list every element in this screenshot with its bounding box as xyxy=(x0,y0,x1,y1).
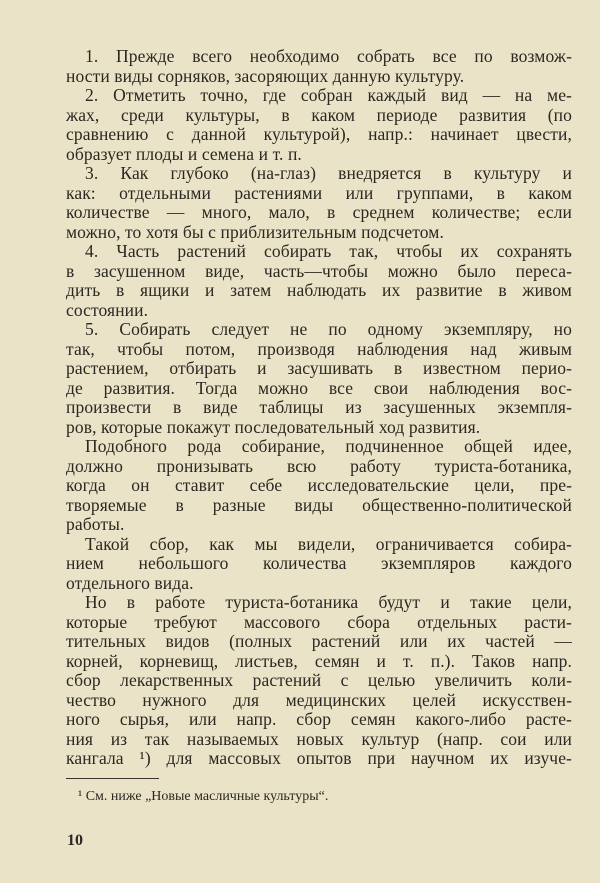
text-line: произвести в виде таблицы из засушенных экземпля- xyxy=(66,397,572,417)
text-line: 5. Собирать следует не по одному экземпляру, но xyxy=(85,319,572,339)
text-line: кангала ¹) для массовых опытов при научном их изуче- xyxy=(66,748,572,768)
paragraph xyxy=(66,437,572,535)
text-line: образует плоды и семена и т. п. xyxy=(66,143,302,164)
text-line: можно, то хотя бы с приблизительным подсчетом. xyxy=(66,221,444,242)
text-line: которые требуют массового сбора отдельных расти- xyxy=(66,611,572,632)
text-line: де развития. Тогда можно все свои наблюдения вос- xyxy=(66,377,572,398)
footnote-divider xyxy=(66,778,159,779)
text-line: должно пронизывать всю работу туриста-ботаника, xyxy=(66,455,572,476)
text-line: корней, корневищ, листьев, семян и т. п.). Таков напр. xyxy=(66,650,572,671)
text-line: когда он ставит себе исследовательские цели, пре- xyxy=(66,475,572,495)
text-line: 4. Часть растений собирать так, чтобы их сохранять xyxy=(85,241,572,261)
text-line: дить в ящики и затем наблюдать их развитие в живом xyxy=(66,280,572,300)
paragraph xyxy=(66,242,572,320)
paragraph xyxy=(66,320,572,437)
text-line: состоянии. xyxy=(66,299,149,320)
paragraph xyxy=(66,535,572,594)
paragraph xyxy=(66,47,572,86)
text-line: творяемые в разные виды общественно-политической xyxy=(66,494,572,515)
text-line: растением, отбирать и засушивать в известном перио- xyxy=(66,358,572,378)
text-line: отдельного вида. xyxy=(66,572,194,593)
footnote: ¹ См. ниже „Новые масличные культуры“. xyxy=(78,789,329,804)
text-line: сравнению с данной культурой), напр.: начинает цвести, xyxy=(66,124,572,144)
text-line: Такой сбор, как мы видели, ограничивается собира- xyxy=(85,533,572,554)
text-line: так, чтобы потом, производя наблюдения над живым xyxy=(66,338,572,359)
text-line: 3. Как глубоко (на-глаз) внедряется в культуру и xyxy=(85,163,572,183)
text-line: Подобного рода собирание, подчиненное общей идее, xyxy=(85,436,572,456)
text-line: как: отдельными растениями или группами, в каком xyxy=(66,182,572,203)
text-line: чество нужного для медицинских целей искусствен- xyxy=(66,689,572,710)
text-line: количестве — много, мало, в среднем количестве; если xyxy=(66,202,572,222)
text-line: 1. Прежде всего необходимо собрать все по возмож- xyxy=(85,46,572,66)
text-line: Но в работе туриста-ботаника будут и такие цели, xyxy=(85,592,572,612)
text-line: работы. xyxy=(66,514,125,534)
text-line: ности виды сорняков, засоряющих данную культуру. xyxy=(66,65,465,86)
text-line: тительных видов (полных растений или их частей — xyxy=(66,631,572,651)
paragraph xyxy=(66,593,572,769)
body-text xyxy=(66,47,572,769)
text-line: 2. Отметить точно, где собран каждый вид — на ме- xyxy=(85,85,572,105)
page-number: 10 xyxy=(67,832,83,849)
text-line: сбор лекарственных растений с целью увеличить коли- xyxy=(66,670,572,690)
text-line: ров, которые покажут последовательный ход развития. xyxy=(66,416,481,437)
text-line: жах, среди культуры, в каком периоде развития (по xyxy=(66,104,572,125)
paragraph xyxy=(66,86,572,164)
text-line: в засушенном виде, часть—чтобы можно было переса- xyxy=(66,260,572,281)
text-line: ного сырья, или напр. сбор семян какого-либо расте- xyxy=(66,709,572,729)
text-line: ния из так называемых новых культур (напр. сои или xyxy=(66,728,572,749)
paragraph xyxy=(66,164,572,242)
text-line: нием небольшого количества экземпляров каждого xyxy=(66,553,572,573)
